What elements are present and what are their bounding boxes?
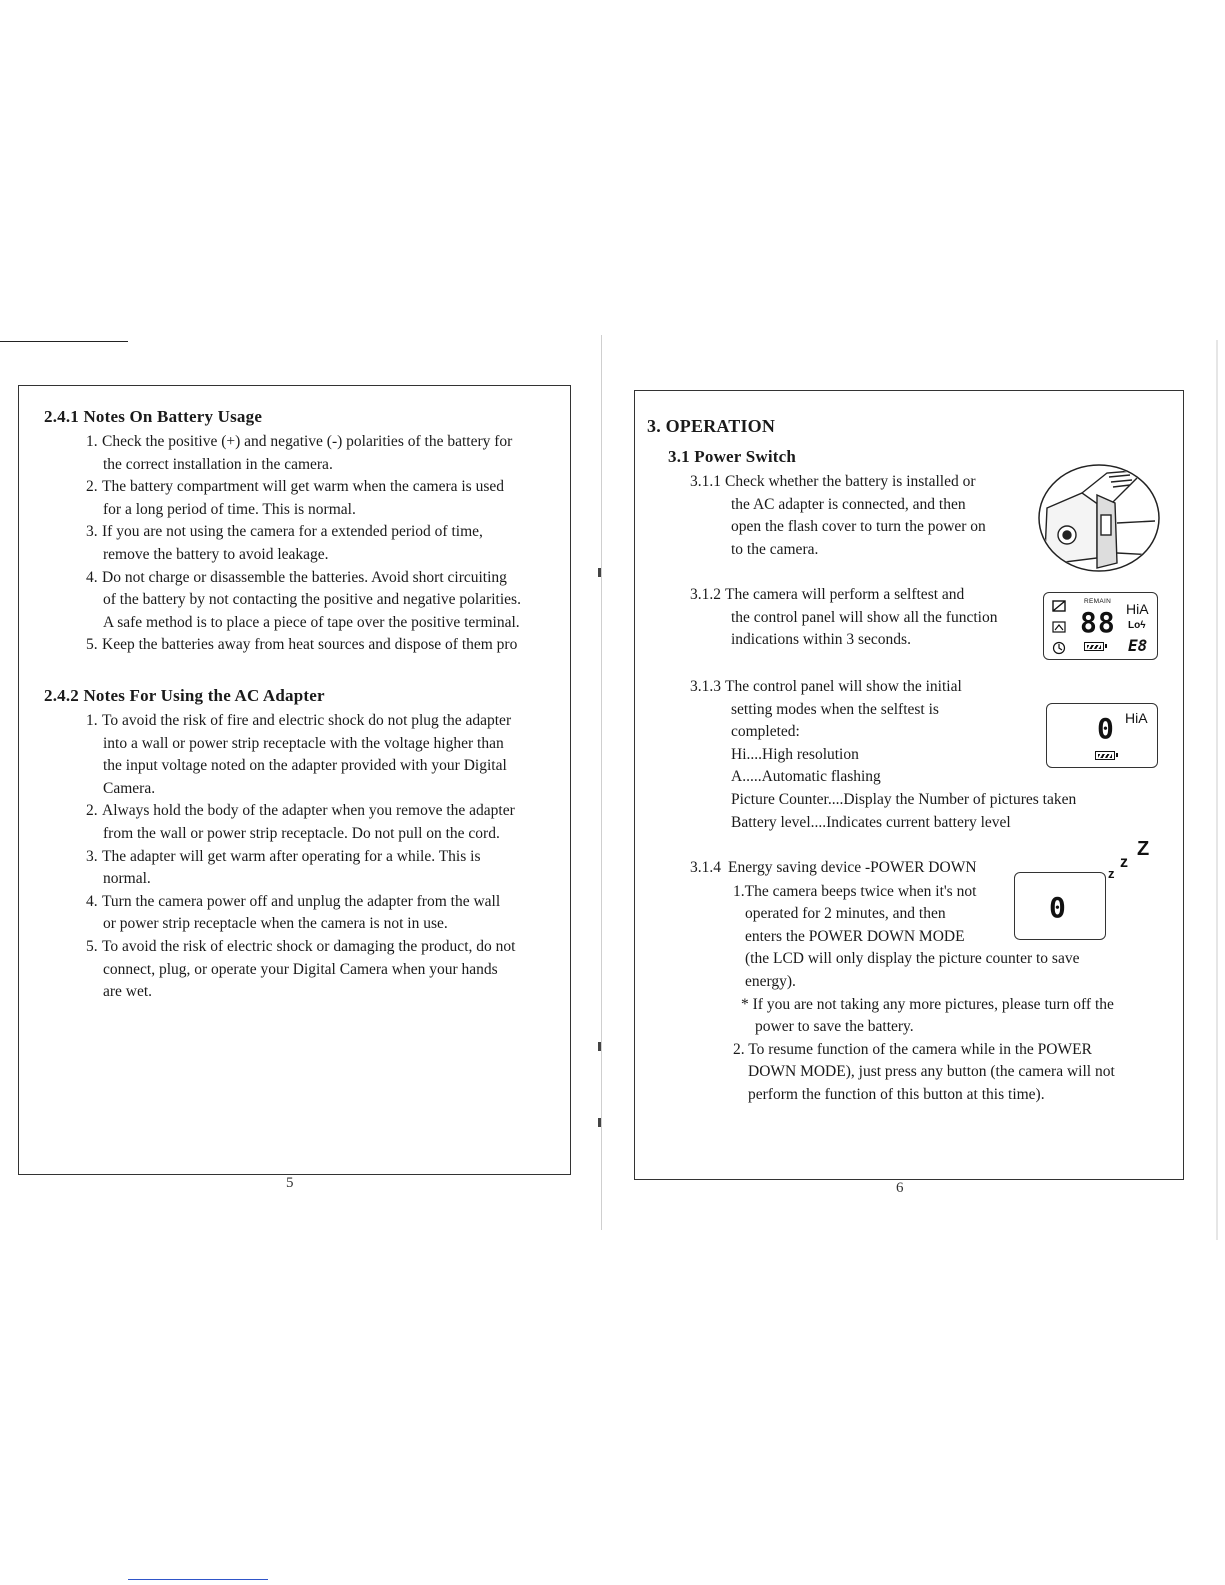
sleep-z-big: Z xyxy=(1137,838,1150,860)
list-item-text: The adapter will get warm after operating for a while. This is xyxy=(102,847,481,865)
power-switch-subtitle: 3.1 Power Switch xyxy=(668,447,797,466)
section-text: the AC adapter is connected, and then xyxy=(731,495,966,513)
section-number: 3.1.1 xyxy=(690,473,721,490)
list-item-text: Check the positive (+) and negative (-) polarities of the battery for xyxy=(102,433,513,450)
list-item-text: of the battery by not contacting the positive and negative polarities. xyxy=(103,591,521,609)
list-item-text: remove the battery to avoid leakage. xyxy=(103,546,329,563)
section-number: 3.1.3 xyxy=(690,678,721,695)
gutter-mark xyxy=(598,1118,601,1127)
note-text: * If you are not taking any more pictures, please turn off the xyxy=(741,995,1114,1013)
section-text: A.....Automatic flashing xyxy=(731,768,881,786)
list-item-text: or power strip receptacle when the camera is not in use. xyxy=(103,915,448,933)
section-text: Hi....High resolution xyxy=(731,745,859,763)
list-item-number: 1. xyxy=(86,433,98,450)
section-text: operated for 2 minutes, and then xyxy=(745,905,946,923)
section-text: enters the POWER DOWN MODE xyxy=(745,927,965,945)
sleep-z-small: z xyxy=(1108,866,1115,881)
lcd-initial-counter: 0 xyxy=(1097,712,1114,745)
list-item-text: To avoid the risk of fire and electric shock do not plug the adapter xyxy=(102,712,512,729)
list-item-text: Camera. xyxy=(103,779,156,797)
list-item-number: 4. xyxy=(86,892,98,910)
section-text: energy). xyxy=(745,973,796,990)
section-text: setting modes when the selftest is xyxy=(731,700,939,718)
section-number: 3.1.2 xyxy=(690,586,721,603)
section-text: open the flash cover to turn the power on xyxy=(731,518,986,536)
section-text: The camera will perform a selftest and xyxy=(725,586,965,603)
battery-icon xyxy=(1095,751,1115,760)
list-item-number: 2. xyxy=(86,802,98,820)
section-text: DOWN MODE), just press any button (the camera will not xyxy=(748,1063,1115,1081)
section-text: 2. To resume function of the camera while in the POWER xyxy=(733,1040,1092,1058)
list-item-text: connect, plug, or operate your Digital Camera when your hands xyxy=(103,960,498,978)
gutter-mark xyxy=(598,568,601,577)
list-item-number: 5. xyxy=(86,636,98,654)
battery-icon xyxy=(1084,642,1104,651)
page-edge xyxy=(1216,340,1218,1240)
lcd-powerdown-display xyxy=(1014,872,1106,940)
list-item-text: Do not charge or disassemble the batteries. Avoid short circuiting xyxy=(102,568,507,586)
section-text: (the LCD will only display the picture counter to save xyxy=(745,950,1080,968)
bottom-rule xyxy=(128,1579,268,1580)
list-item-text: normal. xyxy=(103,870,151,888)
list-item-text: To avoid the risk of electric shock or damaging the product, do not xyxy=(102,938,516,955)
lcd-initial-mode: HiA xyxy=(1125,710,1148,726)
list-item-number: 1. xyxy=(86,712,98,729)
lcd-full-digits: 88 xyxy=(1080,606,1116,639)
note-text: power to save the battery. xyxy=(755,1018,914,1036)
remain-label: REMAIN xyxy=(1084,598,1112,605)
section-text: indications within 3 seconds. xyxy=(731,631,911,649)
lcd-full-mode-hi: HiA xyxy=(1126,601,1149,617)
list-item-text: the input voltage noted on the adapter provided with your Digital xyxy=(103,757,507,775)
page-number-left: 5 xyxy=(286,1175,294,1191)
section-number: 3.1.4 xyxy=(690,859,721,876)
page-number-right: 6 xyxy=(896,1180,904,1196)
section-text: to the camera. xyxy=(731,540,819,558)
section-text: Check whether the battery is installed or xyxy=(725,473,976,490)
adapter-section-heading: 2.4.2 Notes For Using the AC Adapter xyxy=(44,686,325,705)
selftimer-icon xyxy=(1052,641,1066,655)
sleep-z-mid: z xyxy=(1120,854,1128,871)
list-item-text: A safe method is to place a piece of tape over the positive terminal. xyxy=(103,613,520,631)
section-text: The control panel will show the initial xyxy=(725,678,962,695)
lcd-powerdown-counter: 0 xyxy=(1049,891,1066,924)
operation-title: 3. OPERATION xyxy=(647,416,776,436)
section-text: perform the function of this button at this time). xyxy=(748,1086,1045,1103)
list-item-text: for a long period of time. This is normal. xyxy=(103,500,356,518)
list-item-text: are wet. xyxy=(103,983,153,1001)
list-item-text: If you are not using the camera for a extended period of time, xyxy=(102,523,483,541)
list-item-number: 3. xyxy=(86,847,98,865)
lcd-full-counter: E8 xyxy=(1128,636,1148,655)
section-text: the control panel will show all the function xyxy=(731,608,998,626)
section-text: Battery level....Indicates current battery level xyxy=(731,813,1011,831)
list-item-text: Turn the camera power off and unplug the adapter from the wall xyxy=(102,892,501,910)
list-item-text: Keep the batteries away from heat sources and dispose of them pro xyxy=(102,636,518,654)
lcd-initial-display xyxy=(1046,703,1158,768)
top-rule xyxy=(0,341,128,342)
list-item-text: Always hold the body of the adapter when you remove the adapter xyxy=(102,802,515,820)
page-gutter xyxy=(601,335,602,1230)
section-text: 1.The camera beeps twice when it's not xyxy=(733,882,977,900)
list-item-text: The battery compartment will get warm when the camera is used xyxy=(102,478,504,496)
camera-flash-cover-icon xyxy=(1037,463,1161,573)
gutter-mark xyxy=(598,1042,601,1051)
lcd-full-display xyxy=(1043,592,1158,660)
lcd-full-mode-lo: Loϟ xyxy=(1128,620,1146,631)
no-flash-icon xyxy=(1052,599,1066,613)
list-item-number: 3. xyxy=(86,523,98,541)
list-item-number: 5. xyxy=(86,938,98,955)
section-text: Picture Counter....Display the Number of pictures taken xyxy=(731,791,1077,808)
list-item-text: from the wall or power strip receptacle. Do not pull on the cord. xyxy=(103,825,500,842)
section-title: Energy saving device -POWER DOWN xyxy=(728,859,977,876)
list-item-text: into a wall or power strip receptacle with the voltage higher than xyxy=(103,734,504,752)
section-text: completed: xyxy=(731,723,800,741)
list-item-number: 4. xyxy=(86,568,98,586)
list-item-text: the correct installation in the camera. xyxy=(103,455,333,473)
macro-icon xyxy=(1052,620,1066,634)
battery-section-heading: 2.4.1 Notes On Battery Usage xyxy=(44,407,263,426)
list-item-number: 2. xyxy=(86,478,98,496)
